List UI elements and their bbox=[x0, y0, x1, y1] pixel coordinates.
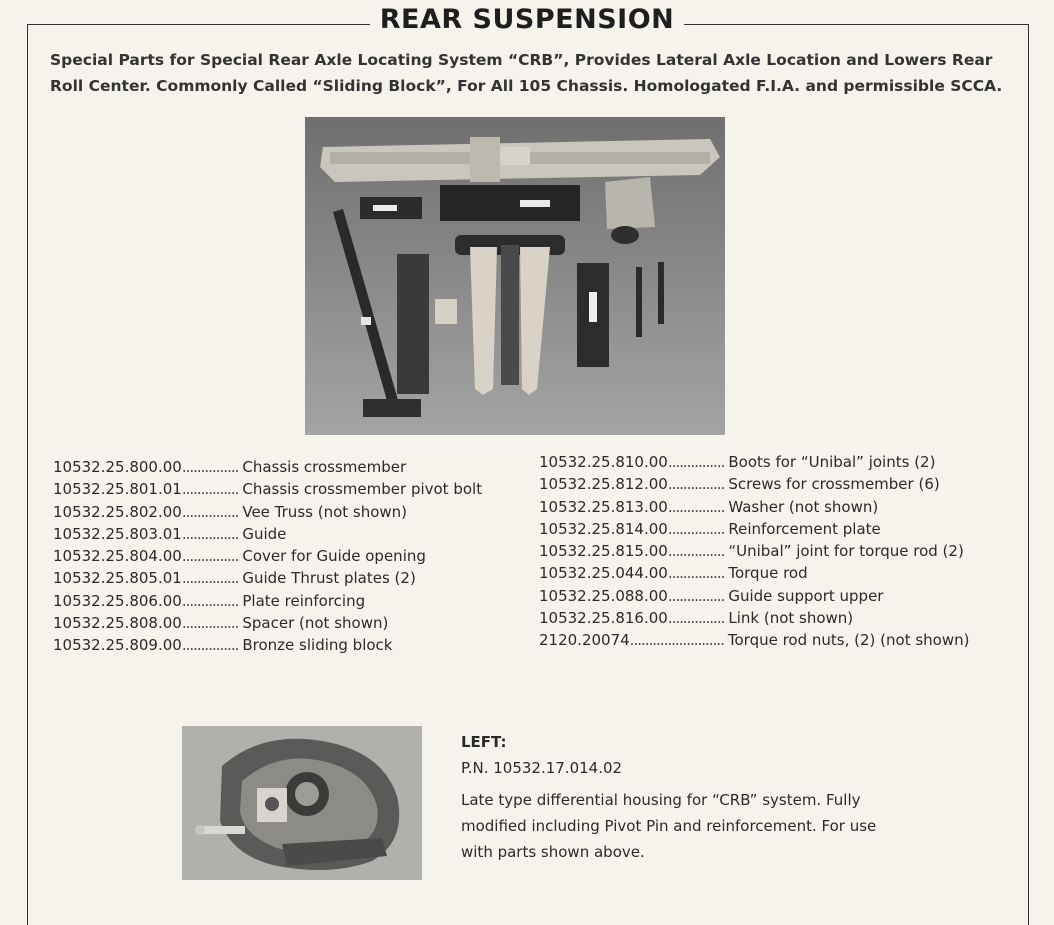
part-number: 10532.25.815.00 bbox=[539, 542, 668, 561]
part-number: 10532.25.805.01 bbox=[53, 569, 182, 588]
part-number: 10532.25.804.00 bbox=[53, 547, 182, 566]
part-number: 10532.25.801.01 bbox=[53, 480, 182, 499]
part-row bbox=[539, 562, 969, 584]
part-number: 10532.25.088.00 bbox=[539, 586, 668, 605]
part-number: 10532.25.816.00 bbox=[539, 609, 668, 628]
part-description: Washer (not shown) bbox=[728, 497, 879, 516]
leader-dots: ............... bbox=[667, 519, 725, 538]
part-row bbox=[53, 523, 482, 545]
part-description: Guide support upper bbox=[728, 586, 884, 605]
part-number: 10532.25.044.00 bbox=[539, 564, 668, 583]
leader-dots: ............... bbox=[667, 497, 725, 516]
leader-dots: ......................... bbox=[629, 631, 724, 650]
part-row bbox=[539, 473, 969, 495]
part-description: Guide bbox=[242, 524, 287, 543]
part-number: 10532.25.800.00 bbox=[53, 458, 182, 476]
part-row bbox=[539, 496, 969, 518]
leader-dots: ............... bbox=[667, 475, 725, 494]
part-description: Torque rod nuts, (2) (not shown) bbox=[727, 631, 970, 650]
part-row bbox=[539, 518, 969, 540]
leader-dots: ............... bbox=[181, 569, 239, 588]
part-description: Screws for crossmember (6) bbox=[728, 475, 940, 494]
differential-photo bbox=[182, 726, 422, 880]
part-number: 10532.25.808.00 bbox=[53, 614, 182, 633]
leader-dots: ............... bbox=[181, 636, 239, 655]
intro-text: Special Parts for Special Rear Axle Locating System “CRB”, Provides Lateral Axle Location and Lowers Rear Roll Center. Commonly Called “Sliding Block”, For All 105 Chassis. Homologated F.I.A. and permissible SCCA. bbox=[50, 51, 1003, 95]
part-description: Bronze sliding block bbox=[242, 636, 393, 655]
part-number: 10532.25.812.00 bbox=[539, 475, 668, 494]
part-description: Guide Thrust plates (2) bbox=[242, 569, 416, 588]
part-row bbox=[53, 501, 482, 523]
part-description: Torque rod bbox=[728, 564, 808, 583]
leader-dots: ............... bbox=[181, 458, 239, 476]
part-description: Boots for “Unibal” joints (2) bbox=[728, 453, 936, 471]
part-row bbox=[53, 456, 482, 478]
part-description: Chassis crossmember bbox=[242, 458, 407, 476]
caption-part-number: P.N. 10532.17.014.02 bbox=[461, 759, 623, 777]
part-number: 10532.25.810.00 bbox=[539, 453, 668, 471]
leader-dots: ............... bbox=[667, 564, 725, 583]
caption-body: Late type differential housing for “CRB” system. Fully modified including Pivot Pin and reinforcement. For use with parts shown above. bbox=[461, 791, 877, 861]
part-row bbox=[53, 612, 482, 634]
part-row bbox=[539, 451, 969, 473]
leader-dots: ............... bbox=[181, 524, 239, 543]
part-row bbox=[53, 478, 482, 500]
part-number: 10532.25.802.00 bbox=[53, 502, 182, 521]
part-description: Spacer (not shown) bbox=[242, 614, 389, 633]
leader-dots: ............... bbox=[181, 614, 239, 633]
part-description: Vee Truss (not shown) bbox=[242, 502, 408, 521]
part-row bbox=[53, 567, 482, 589]
part-description: Cover for Guide opening bbox=[242, 547, 426, 566]
parts-list-left bbox=[53, 456, 482, 657]
leader-dots: ............... bbox=[667, 609, 725, 628]
part-row bbox=[539, 607, 969, 629]
leader-dots: ............... bbox=[181, 480, 239, 499]
part-description: Reinforcement plate bbox=[728, 519, 881, 538]
caption-heading: LEFT: bbox=[461, 733, 507, 751]
part-row bbox=[53, 545, 482, 567]
leader-dots: ............... bbox=[667, 542, 725, 561]
part-row bbox=[53, 590, 482, 612]
parts-photo bbox=[305, 117, 725, 435]
part-number: 10532.25.813.00 bbox=[539, 497, 668, 516]
leader-dots: ............... bbox=[181, 502, 239, 521]
part-description: Chassis crossmember pivot bolt bbox=[242, 480, 483, 499]
part-row bbox=[53, 634, 482, 656]
part-number: 10532.25.809.00 bbox=[53, 636, 182, 655]
part-description: Plate reinforcing bbox=[242, 591, 366, 610]
part-number: 10532.25.806.00 bbox=[53, 591, 182, 610]
caption-block bbox=[461, 733, 901, 865]
page-title: REAR SUSPENSION bbox=[370, 4, 685, 35]
part-number: 10532.25.814.00 bbox=[539, 519, 668, 538]
part-number: 10532.25.803.01 bbox=[53, 524, 182, 543]
part-number: 2120.20074 bbox=[539, 631, 630, 650]
part-row bbox=[539, 585, 969, 607]
part-description: Link (not shown) bbox=[728, 609, 854, 628]
leader-dots: ............... bbox=[181, 591, 239, 610]
leader-dots: ............... bbox=[181, 547, 239, 566]
parts-list-right bbox=[539, 451, 969, 652]
leader-dots: ............... bbox=[667, 453, 725, 471]
part-row bbox=[539, 629, 969, 651]
part-description: “Unibal” joint for torque rod (2) bbox=[728, 542, 964, 561]
leader-dots: ............... bbox=[667, 586, 725, 605]
part-row bbox=[539, 540, 969, 562]
